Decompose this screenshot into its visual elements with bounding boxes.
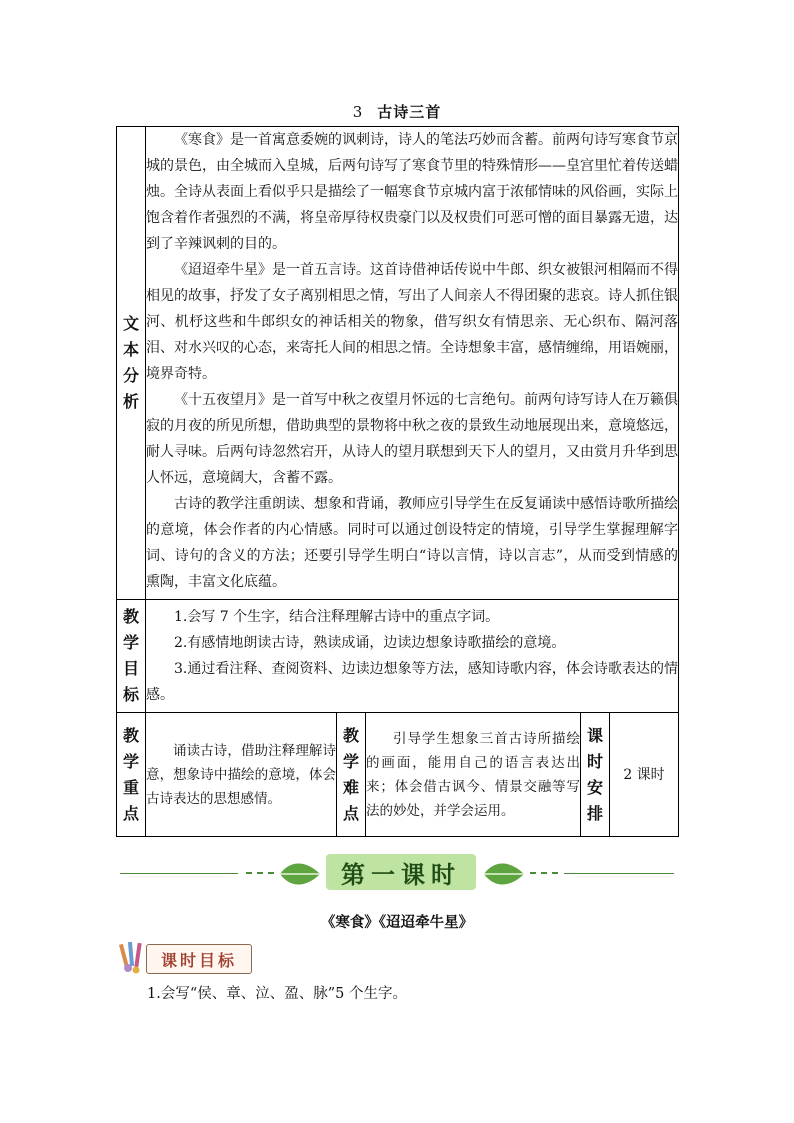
- key-points-content: 诵读古诗，借助注释理解诗意，想象诗中描绘的意境，体会古诗表达的思想感情。: [146, 713, 337, 837]
- period-goals-badge: [118, 940, 258, 976]
- banner-dash-right: [530, 872, 558, 874]
- teaching-goals-label: 教 学 目 标: [117, 600, 146, 713]
- banner-box: [326, 854, 476, 890]
- leaf-icon: [276, 858, 324, 890]
- section-subtitle: 《寒食》《迢迢牵牛星》: [320, 914, 474, 931]
- banner-line-right: [564, 873, 674, 874]
- lesson-plan-table: [116, 126, 679, 837]
- analysis-paragraph: 《寒食》是一首寓意委婉的讽刺诗，诗人的笔法巧妙而含蓄。前两句诗写寒食节京城的景色，由全城而入皇城，后两句诗写了寒食节里的特殊情形——皇宫里忙着传送蜡烛。全诗从表面上看似乎只是描绘了一幅寒食节京城内富于浓郁情味的风俗画，实际上饱含着作者强烈的不满，将皇帝厚待权贵豪门以及权贵们可恶可憎的面目暴露无遗，达到了辛辣讽刺的目的。: [146, 132, 679, 252]
- lesson-period-banner: [116, 852, 678, 896]
- analysis-paragraph: 《迢迢牵牛星》是一首五言诗。这首诗借神话传说中牛郎、织女被银河相隔而不得相见的故事，抒发了女子离别相思之情，写出了人间亲人不得团聚的悲哀。诗人抓住银河、机杼这些和牛郎织女的神话相关的物象，借写织女有情思亲、无心织布、隔河落泪、对水兴叹的心态，来寄托人间的相思之情。全诗想象丰富，感情缠绵，用语婉丽，境界奇特。: [146, 262, 679, 382]
- badge-title: 课时目标: [160, 950, 237, 970]
- leaf-icon: [480, 858, 528, 890]
- key-points-row: [117, 713, 679, 837]
- text-analysis-row: [117, 127, 679, 600]
- banner-dash-left: [246, 872, 274, 874]
- schedule-label: 课 时 安 排: [581, 713, 610, 837]
- key-points-label: 教 学 重 点: [117, 713, 146, 837]
- goal-item: 3.通过看注释、查阅资料、边读边想象等方法，感知诗歌内容，体会诗歌表达的情感。: [146, 661, 679, 703]
- goal-item: 2.有感情地朗读古诗，熟读成诵，边读边想象诗歌描绘的意境。: [174, 635, 566, 651]
- schedule-value: 2 课时: [610, 713, 679, 837]
- difficulties-label: 教 学 难 点: [337, 713, 366, 837]
- teaching-goals-content: [146, 600, 679, 713]
- difficulties-content: 引导学生想象三首古诗所描绘的画面，能用自己的语言表达出来；体会借古讽今、情景交融等写法的妙处，并学会运用。: [366, 713, 581, 837]
- lesson-title-text: 古诗三首: [377, 103, 442, 121]
- goal-item: 1.会写 7 个生字，结合注释理解古诗中的重点字词。: [174, 609, 500, 625]
- lesson-title: [0, 101, 794, 122]
- analysis-paragraph: 古诗的教学注重朗读、想象和背诵，教师应引导学生在反复诵读中感悟诗歌所描绘的意境，体会作者的内心情感。同时可以通过创设特定的情境，引导学生掌握理解字词、诗句的含义的方法；还要引导学生明白“诗以言情，诗以言志”，从而受到情感的熏陶，丰富文化底蕴。: [146, 496, 679, 590]
- teaching-goals-row: [117, 600, 679, 713]
- objective-item: 1.会写“侯、章、泣、盈、脉”5 个生字。: [147, 986, 407, 1002]
- banner-line-left: [120, 873, 238, 874]
- lesson-number: 3: [352, 103, 364, 121]
- text-analysis-content: [146, 127, 679, 600]
- badge-box: [146, 944, 252, 974]
- text-analysis-label: 文 本 分 析: [117, 127, 146, 600]
- analysis-paragraph: 《十五夜望月》是一首写中秋之夜望月怀远的七言绝句。前两句诗写诗人在万籁俱寂的月夜的所见所想，借助典型的景物将中秋之夜的景致生动地展现出来，意境悠远，耐人寻味。后两句诗忽然宕开，从诗人的望月联想到天下人的望月，又由赏月升华到思人怀远，意境阔大，含蓄不露。: [146, 392, 679, 486]
- banner-title: 第一课时: [341, 860, 461, 889]
